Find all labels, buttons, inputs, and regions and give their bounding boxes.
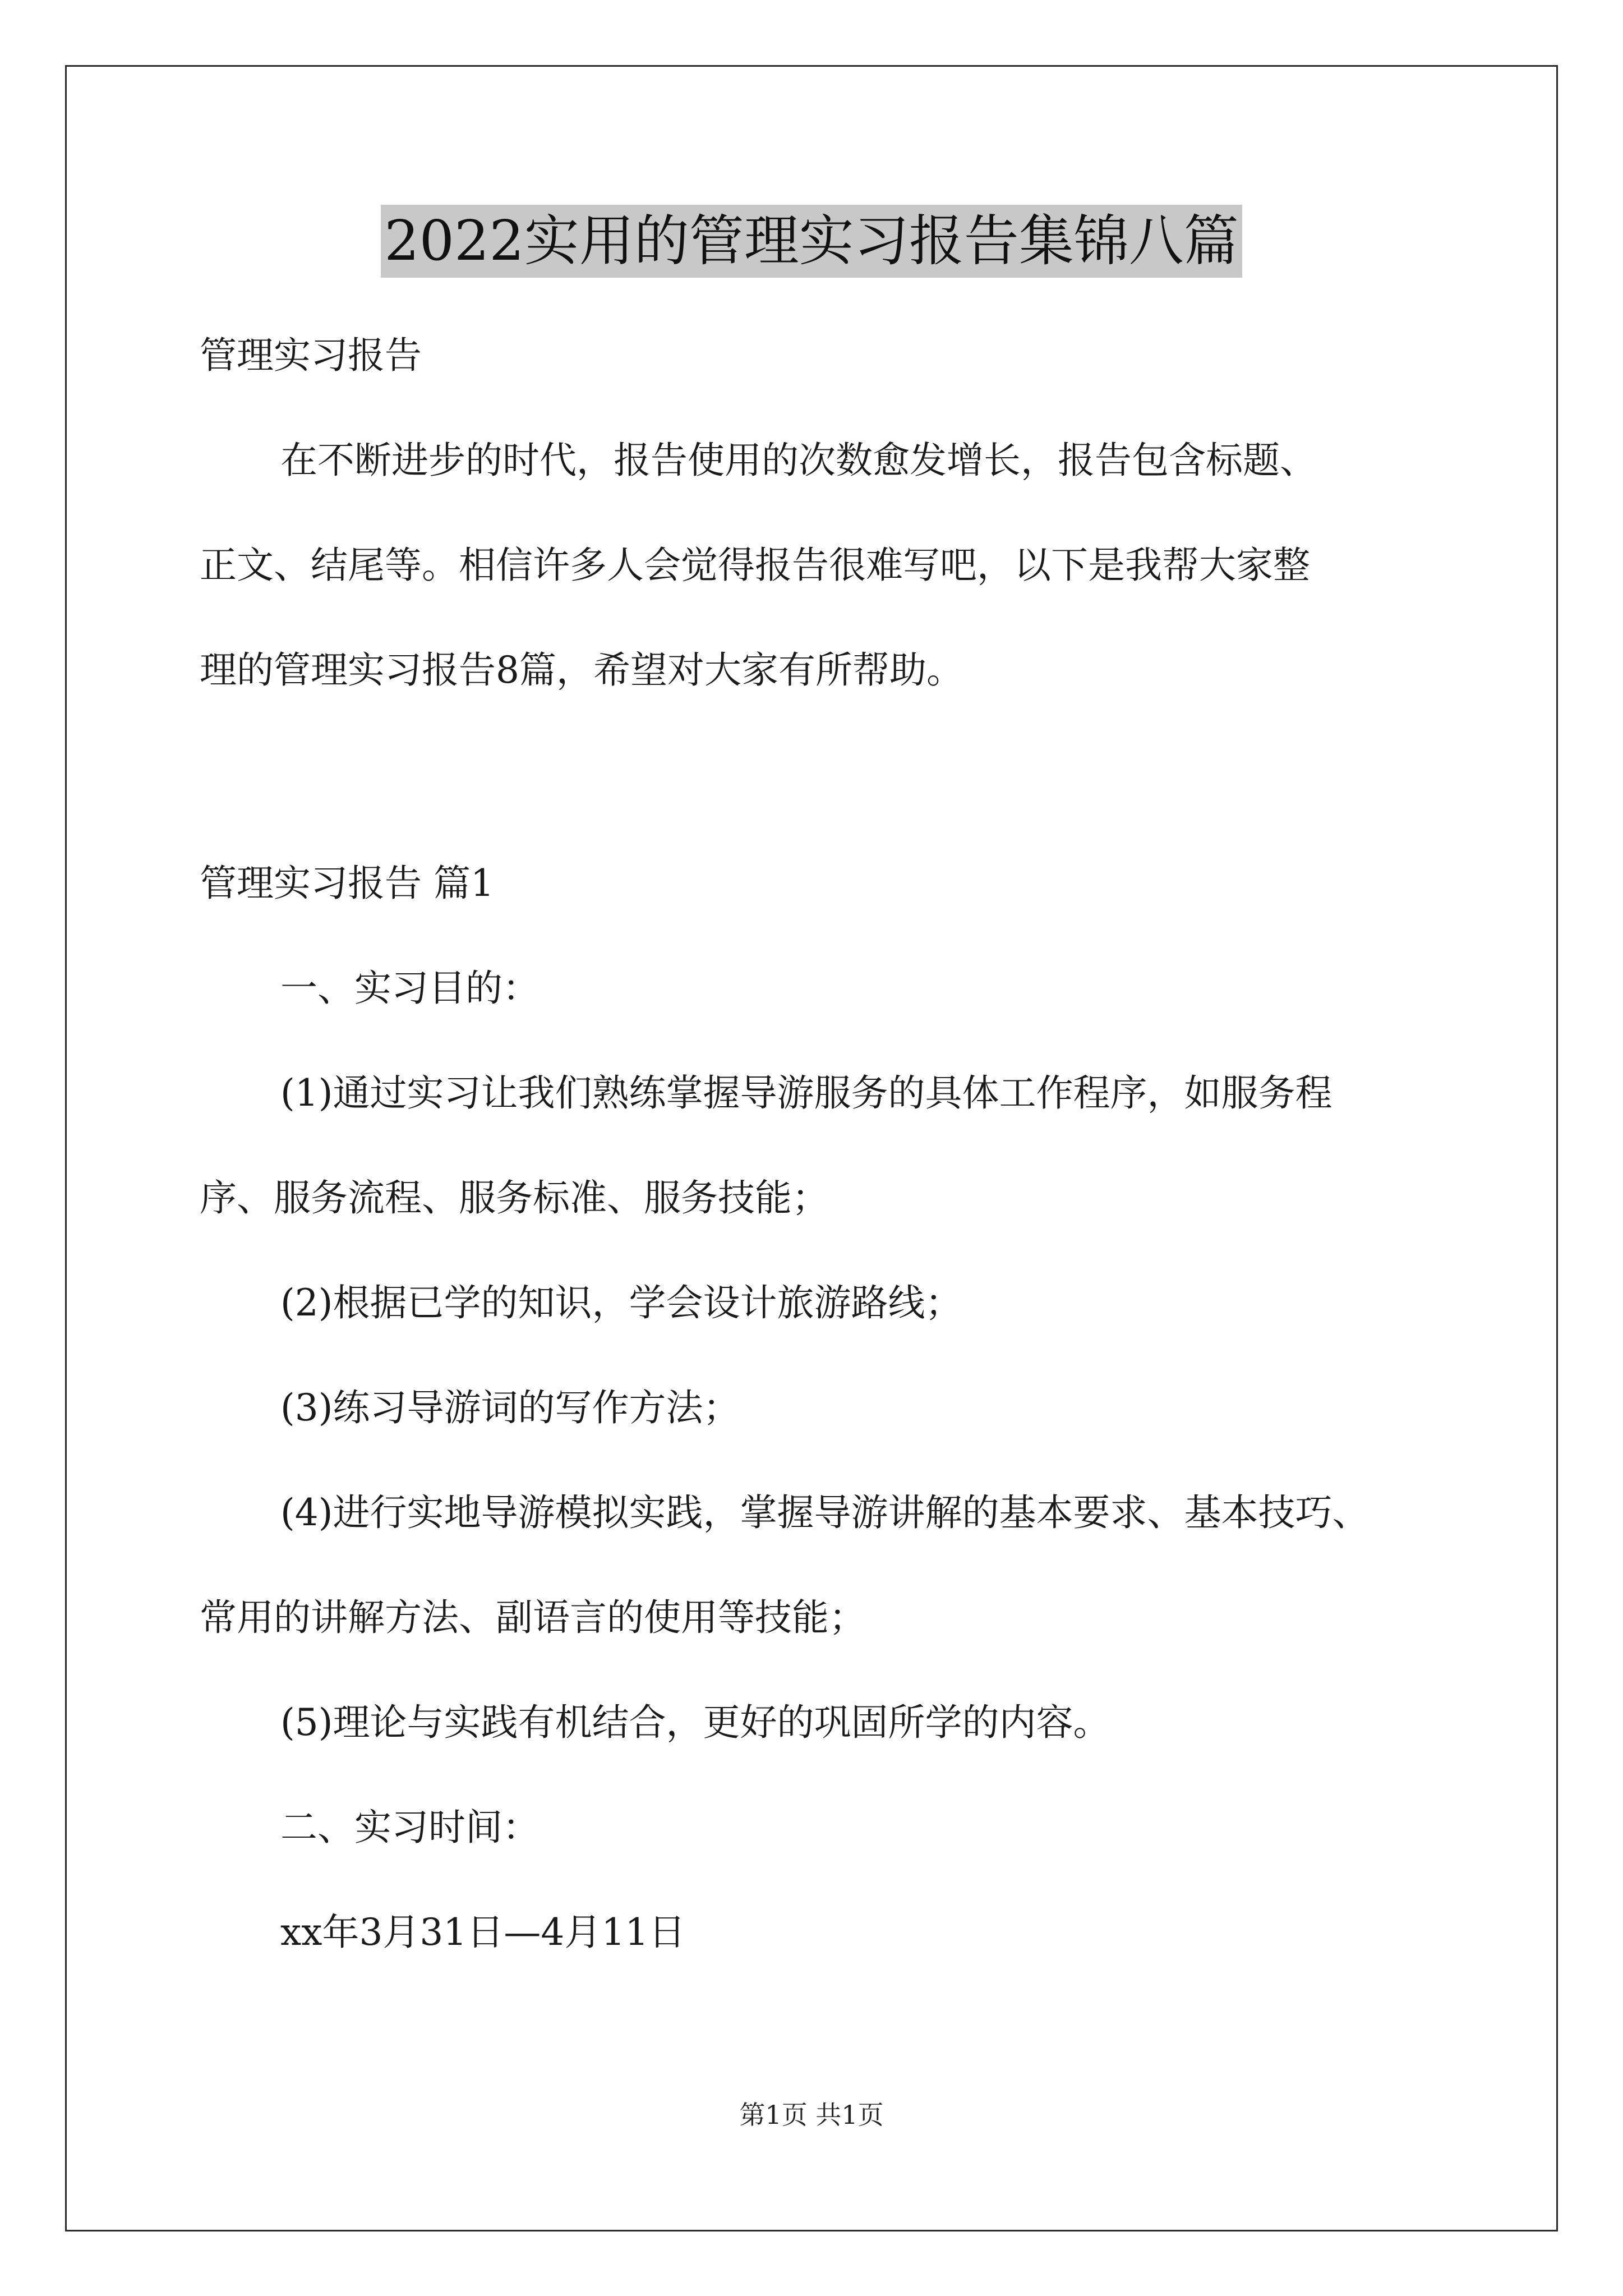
intro-line-2: 正文、结尾等。相信许多人会觉得报告很难写吧，以下是我帮大家整 [200, 544, 1310, 587]
document-body [200, 303, 1433, 1985]
section-1-title: 一、实习目的： [280, 967, 540, 1010]
section-spacer [200, 723, 1433, 831]
item-1-line-2: 序、服务流程、服务标准、服务技能； [200, 1176, 829, 1220]
item-2: (2)根据已学的知识，学会设计旅游路线； [280, 1281, 962, 1324]
item-5: (5)理论与实践有机结合，更好的巩固所学的内容。 [280, 1701, 1110, 1744]
document-title: 2022实用的管理实习报告集锦八篇 [381, 205, 1242, 278]
internship-dates: xx年3月31日—4月11日 [280, 1911, 686, 1954]
item-1-line-1: (1)通过实习让我们熟练掌握导游服务的具体工作程序，如服务程 [280, 1071, 1332, 1115]
intro-heading: 管理实习报告 [200, 334, 422, 377]
intro-line-1: 在不断进步的时代，报告使用的次数愈发增长，报告包含标题、 [280, 439, 1317, 482]
item-3: (3)练习导游词的写作方法； [280, 1386, 740, 1429]
section-2-title: 二、实习时间： [280, 1806, 540, 1849]
item-4-line-1: (4)进行实地导游模拟实践，掌握导游讲解的基本要求、基本技巧、 [280, 1491, 1370, 1534]
section-heading: 管理实习报告 篇1 [200, 862, 494, 905]
intro-line-3: 理的管理实习报告8篇，希望对大家有所帮助。 [200, 648, 963, 692]
page-footer: 第1页 共1页 [739, 2100, 884, 2130]
title-container [0, 205, 1623, 278]
item-4-line-2: 常用的讲解方法、副语言的使用等技能； [200, 1596, 866, 1639]
